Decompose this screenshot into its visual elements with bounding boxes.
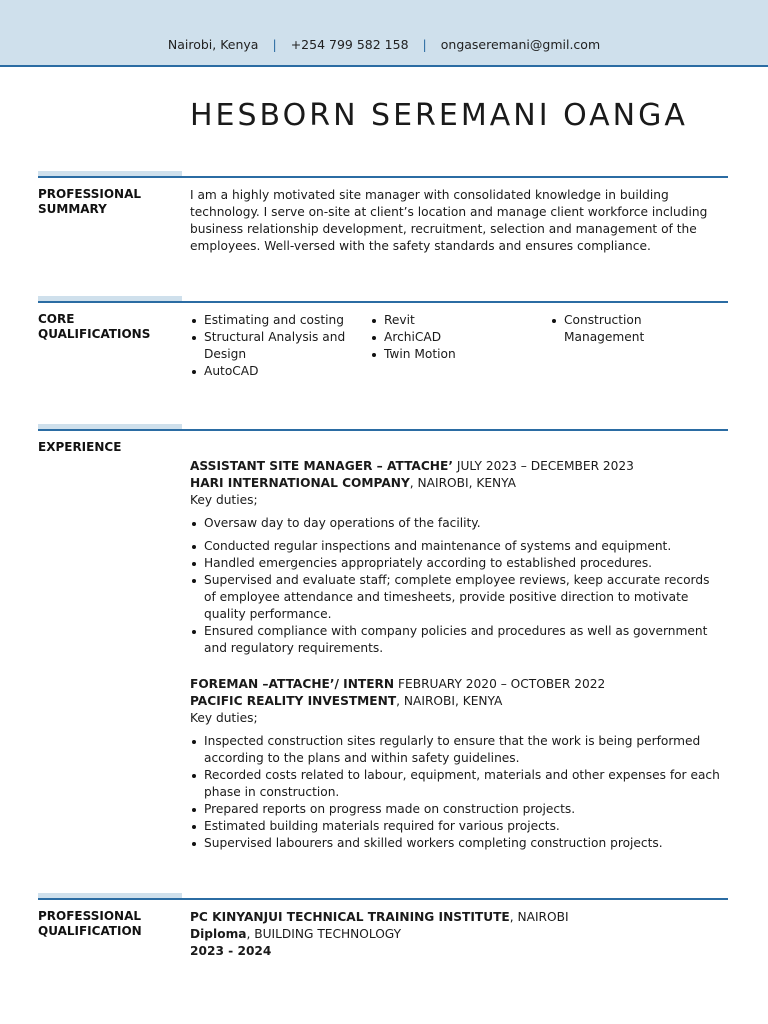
duties-list: [190, 733, 720, 852]
qualification-column: [190, 312, 370, 380]
list-item: Supervised and evaluate staff; complete employee reviews, keep accurate records of employee attendance and timesheets, provide positive direction to motivate quality performance.: [190, 572, 720, 623]
award-field: , BUILDING TECHNOLOGY: [246, 927, 402, 941]
summary-text: I am a highly motivated site manager with consolidated knowledge in building technology. I serve on-site at client’s location and manage client workforce including business relationship development, recruitment, selection and management of the employees. Well-versed with the safety standards and ensures compliance.: [190, 188, 708, 253]
qualifications-section: [38, 296, 728, 396]
education-years: 2023 - 2024: [190, 944, 272, 958]
experience-section: [38, 424, 728, 864]
company-name: PACIFIC REALITY INVESTMENT: [190, 694, 397, 708]
section-divider: [38, 176, 728, 178]
list-item: Recorded costs related to labour, equipment, materials and other expenses for each phase in construction.: [190, 767, 720, 801]
list-item: Conducted regular inspections and maintenance of systems and equipment.: [190, 538, 720, 555]
list-item: AutoCAD: [190, 363, 370, 380]
summary-section: [38, 171, 728, 271]
email-text: ongaseremani@gmil.com: [440, 37, 601, 52]
list-item: Ensured compliance with company policies and procedures as well as government and regulatory requirements.: [190, 623, 720, 657]
separator: |: [422, 37, 427, 52]
list-item: Supervised labourers and skilled workers completing construction projects.: [190, 835, 720, 852]
job-company-line: [190, 475, 720, 492]
job-heading: [190, 458, 720, 475]
section-divider: [38, 301, 728, 303]
job-heading: [190, 676, 720, 693]
section-label: CORE QUALIFICATIONS: [38, 312, 151, 341]
job-company-line: [190, 693, 720, 710]
location-text: Nairobi, Kenya: [167, 37, 259, 52]
job-dates: JULY 2023 – DECEMBER 2023: [456, 459, 634, 473]
section-divider: [38, 898, 728, 900]
qualification-column: [550, 312, 670, 380]
education-entry: [190, 909, 720, 960]
phone-text: +254 799 582 158: [290, 37, 409, 52]
header-band: [0, 0, 768, 67]
list-item: Estimating and costing: [190, 312, 370, 329]
list-item: Inspected construction sites regularly to ensure that the work is being performed according to the plans and within safety guidelines.: [190, 733, 720, 767]
company-name: HARI INTERNATIONAL COMPANY: [190, 476, 410, 490]
duties-list: [190, 538, 720, 657]
list-item: ArchiCAD: [370, 329, 550, 346]
job-title: ASSISTANT SITE MANAGER – ATTACHE’: [190, 459, 453, 473]
list-item: Handled emergencies appropriately according to established procedures.: [190, 555, 720, 572]
section-label: PROFESSIONAL QUALIFICATION: [38, 909, 142, 938]
job-title: FOREMAN –ATTACHE’/ INTERN: [190, 677, 395, 691]
qualifications-list: [190, 312, 720, 380]
institution-name: PC KINYANJUI TECHNICAL TRAINING INSTITUTE: [190, 910, 510, 924]
duties-label: Key duties;: [190, 711, 258, 725]
list-item: Estimated building materials required for various projects.: [190, 818, 720, 835]
company-location: , NAIROBI, KENYA: [409, 476, 517, 490]
education-section: [38, 893, 728, 973]
list-item: Structural Analysis and Design: [190, 329, 370, 363]
list-item: Twin Motion: [370, 346, 550, 363]
job-entry: [190, 676, 720, 852]
separator: |: [272, 37, 277, 52]
qualification-column: [370, 312, 550, 380]
job-dates: FEBRUARY 2020 – OCTOBER 2022: [398, 677, 606, 691]
section-label: EXPERIENCE: [38, 440, 122, 454]
award-name: Diploma: [190, 927, 247, 941]
section-divider: [38, 429, 728, 431]
duties-list: [190, 515, 720, 532]
job-entry: [190, 458, 720, 657]
candidate-name: HESBORN SEREMANI OANGA: [190, 98, 688, 133]
list-item: Revit: [370, 312, 550, 329]
list-item: Prepared reports on progress made on construction projects.: [190, 801, 720, 818]
award-line: [190, 926, 720, 943]
section-label: PROFESSIONAL SUMMARY: [38, 187, 142, 216]
company-location: , NAIROBI, KENYA: [396, 694, 503, 708]
list-item: Construction Management: [550, 312, 670, 346]
institution-location: , NAIROBI: [509, 910, 569, 924]
contact-line: [0, 37, 768, 52]
institution-line: [190, 909, 720, 926]
list-item: Oversaw day to day operations of the facility.: [190, 515, 720, 532]
duties-label: Key duties;: [190, 493, 258, 507]
